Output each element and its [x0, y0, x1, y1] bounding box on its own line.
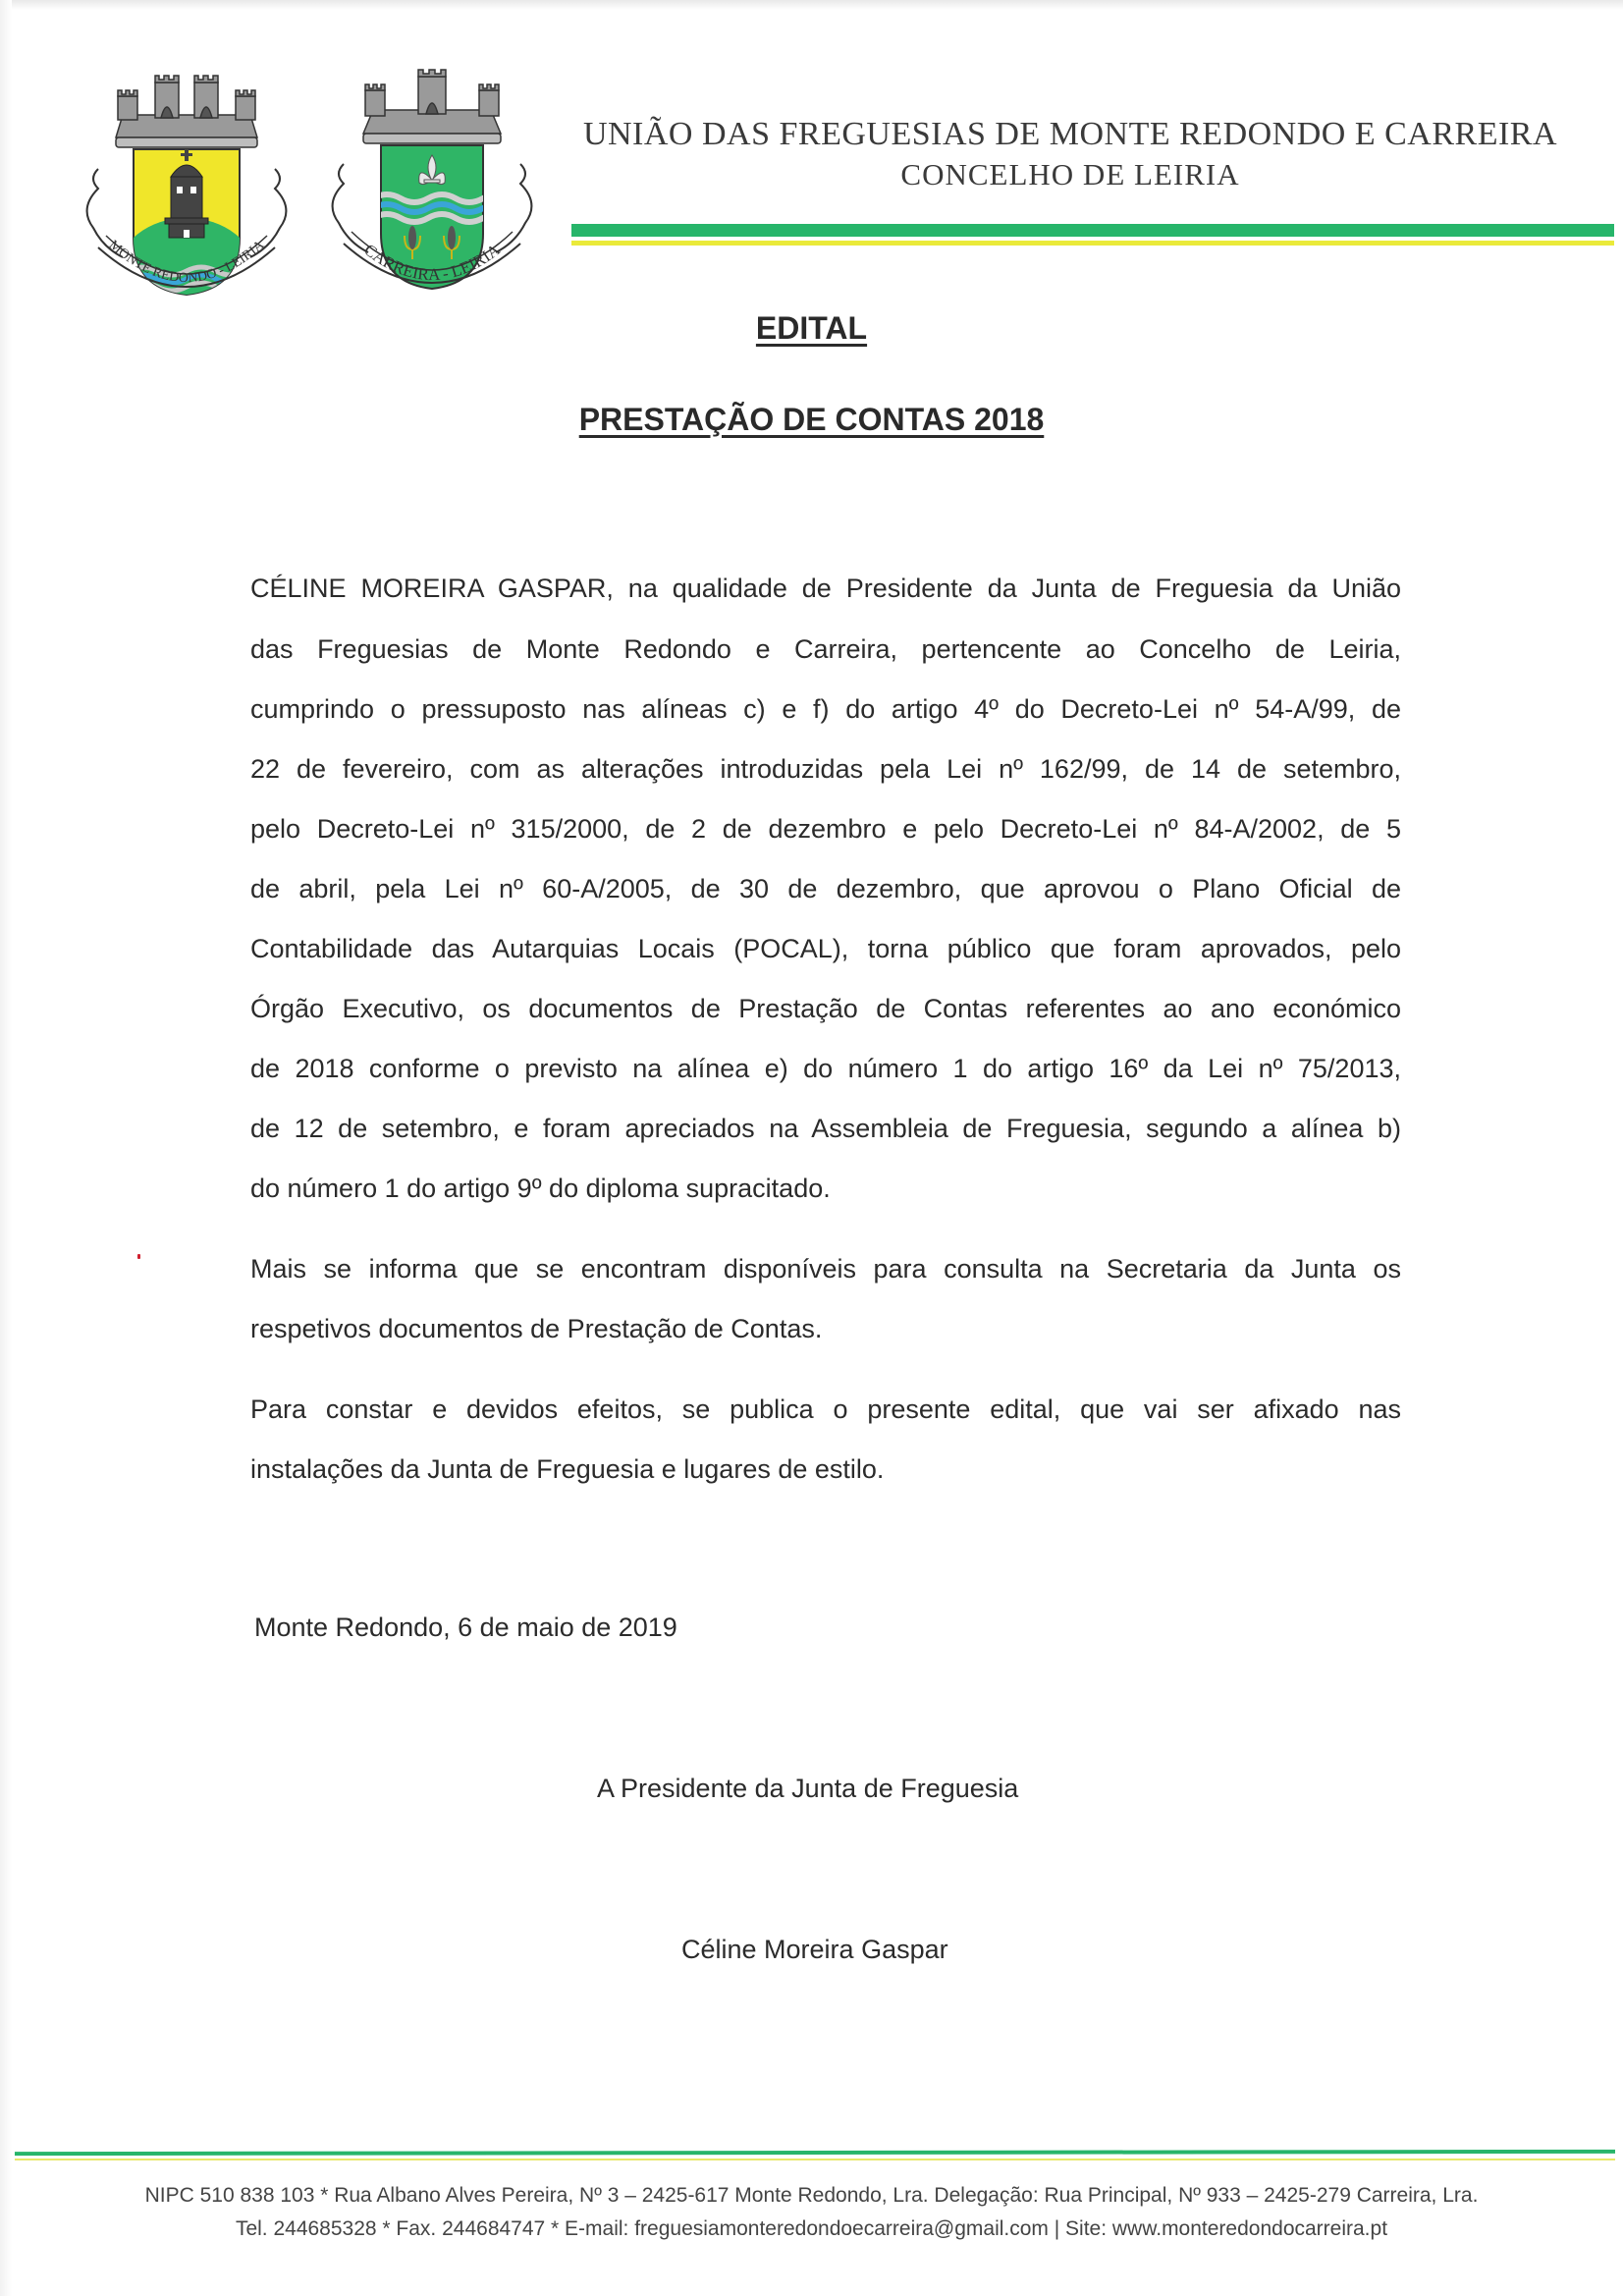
crest-motto: MONTE REDONDO - LEIRIA	[105, 238, 268, 287]
document-subtitle: PRESTAÇÃO DE CONTAS 2018	[578, 402, 1045, 437]
signature-name: Céline Moreira Gaspar	[681, 1935, 948, 1964]
paragraph-line: das Freguesias de Monte Redondo e Carreira, pertencente ao Concelho de Leiria,	[250, 634, 1401, 664]
coat-of-arms-monte-redondo-icon	[69, 61, 304, 316]
paragraph-line: instalações da Junta de Freguesia e lugares de estilo.	[250, 1454, 885, 1484]
paragraph-line: de 12 de setembro, e foram apreciados na Assembleia de Freguesia, segundo a alínea b)	[250, 1114, 1401, 1143]
paragraph-line: Contabilidade das Autarquias Locais (POCAL), torna público que foram aprovados, pelo	[250, 934, 1401, 963]
paragraph-line: 22 de fevereiro, com as alterações introduzidas pela Lei nº 162/99, de 14 de setembro,	[250, 754, 1401, 784]
organization-municipality: CONCELHO DE LEIRIA	[900, 157, 1240, 191]
document-title: EDITAL	[755, 310, 868, 346]
header-stripe-green	[571, 224, 1614, 237]
paragraph-line: pelo Decreto-Lei nº 315/2000, de 2 de dezembro e pelo Decreto-Lei nº 84-A/2002, de 5	[250, 814, 1401, 844]
paragraph-line: Mais se informa que se encontram disponíveis para consulta na Secretaria da Junta os	[250, 1254, 1401, 1284]
header-stripe-yellow	[571, 241, 1614, 246]
footer-stripe-green	[15, 2150, 1615, 2156]
paragraph-line: cumprindo o pressuposto nas alíneas c) e f) do artigo 4º do Decreto-Lei nº 54-A/99, de	[250, 694, 1401, 724]
paragraph-line: do número 1 do artigo 9º do diploma supracitado.	[250, 1174, 831, 1203]
paragraph-line: Para constar e devidos efeitos, se publica o presente edital, que vai ser afixado nas	[250, 1394, 1401, 1424]
date-line: Monte Redondo, 6 de maio de 2019	[254, 1613, 677, 1642]
paragraph-line: respetivos documentos de Prestação de Contas.	[250, 1314, 823, 1343]
paragraph-line: de abril, pela Lei nº 60-A/2005, de 30 de dezembro, que aprovou o Plano Oficial de	[250, 874, 1401, 903]
paragraph-line: de 2018 conforme o previsto na alínea e) do número 1 do artigo 16º da Lei nº 75/2013,	[250, 1054, 1401, 1083]
mural-crown-icon	[116, 76, 257, 147]
scan-speck	[137, 1254, 140, 1259]
paragraph-line: CÉLINE MOREIRA GASPAR, na qualidade de Presidente da Junta de Freguesia da União	[250, 574, 1401, 603]
paragraph-line: Órgão Executivo, os documentos de Prestação de Contas referentes ao ano económico	[250, 994, 1401, 1023]
organization-name: UNIÃO DAS FREGUESIAS DE MONTE REDONDO E CARREIRA	[582, 116, 1558, 152]
signature-role: A Presidente da Junta de Freguesia	[597, 1774, 1019, 1803]
footer-contacts: Tel. 244685328 * Fax. 244684747 * E-mail: freguesiamonteredondoecarreira@gmail.com | Site: www.monteredondocarreira.pt	[235, 2217, 1388, 2240]
scan-edge	[0, 0, 1623, 10]
footer-address: NIPC 510 838 103 * Rua Albano Alves Pereira, Nº 3 – 2425-617 Monte Redondo, Lra. Delegação: Rua Principal, Nº 933 – 2425-279 Carreira, Lra.	[144, 2184, 1479, 2207]
mural-crown-icon	[363, 70, 501, 143]
crest-motto: CARREIRA - LEIRIA	[360, 240, 504, 285]
coat-of-arms-carreira-icon	[314, 61, 550, 316]
footer-stripe-yellow	[15, 2159, 1615, 2160]
